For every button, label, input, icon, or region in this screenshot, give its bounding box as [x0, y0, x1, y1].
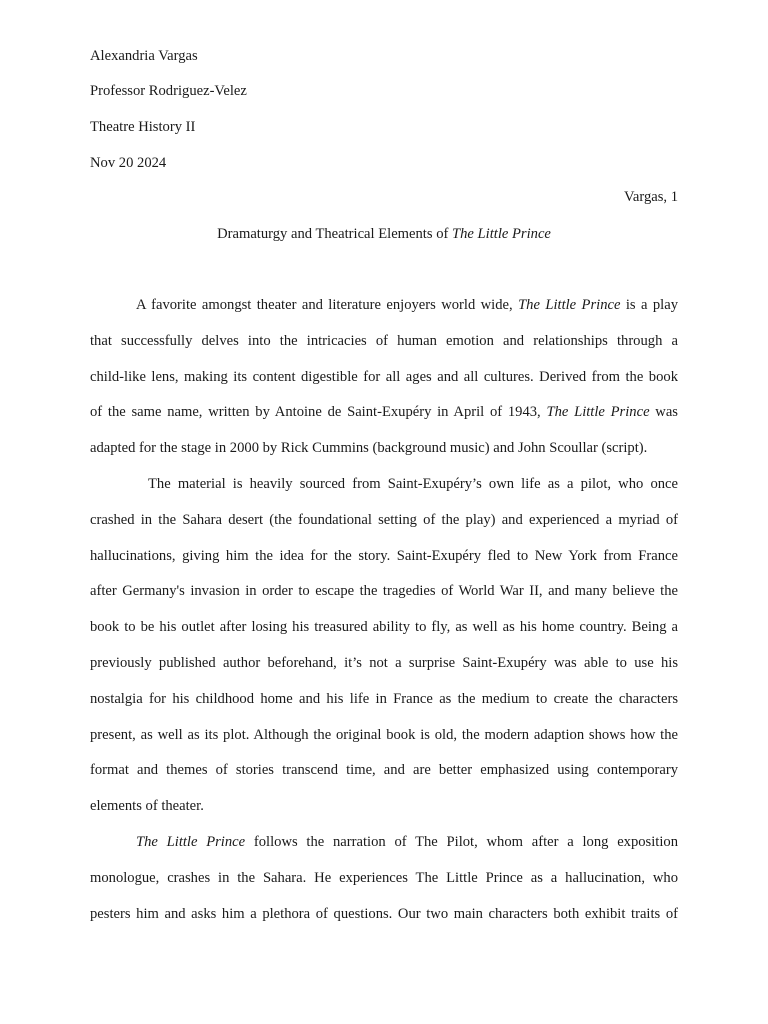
- text-run: that successfully delves into the intricacies of human emotion and relationships through a: [90, 332, 678, 349]
- body-line: [90, 509, 678, 545]
- body-text: [90, 294, 678, 938]
- text-run: crashed in the Sahara desert (the foundational setting of the play) and experienced a myriad of: [90, 511, 678, 528]
- student-name: Alexandria Vargas: [90, 48, 198, 64]
- professor-name: Professor Rodriguez-Velez: [90, 83, 247, 99]
- body-line: [90, 688, 678, 724]
- body-line: [90, 401, 678, 437]
- title-prefix: Dramaturgy and Theatrical Elements of: [217, 226, 452, 242]
- italic-title-run: The Little Prince: [518, 297, 621, 313]
- body-line: [90, 759, 678, 795]
- text-run: adapted for the stage in 2000 by Rick Cummins (background music) and John Scoullar (script).: [90, 440, 648, 457]
- italic-title-run: The Little Prince: [136, 833, 246, 850]
- date: Nov 20 2024: [90, 155, 167, 171]
- body-line: [90, 652, 678, 688]
- body-line: [90, 294, 678, 330]
- title-work: The Little Prince: [452, 226, 551, 242]
- text-run: book to be his outlet after losing his treasured ability to fly, as well as his home country. Being a: [90, 619, 678, 636]
- italic-title-run: The Little Prince: [546, 404, 650, 421]
- body-line: [90, 473, 678, 509]
- body-line: [90, 366, 678, 402]
- page-number: Vargas, 1: [623, 189, 678, 205]
- text-run: pesters him and asks him a plethora of questions. Our two main characters both exhibit traits of: [90, 905, 678, 922]
- course-name: Theatre History II: [90, 119, 196, 135]
- body-line: [90, 437, 678, 473]
- body-line: [90, 580, 678, 616]
- text-run: after Germany's invasion in order to escape the tragedies of World War II, and many believe the: [90, 583, 678, 600]
- text-run: monologue, crashes in the Sahara. He experiences The Little Prince as a hallucination, who: [90, 869, 678, 886]
- paper-title: [90, 224, 678, 244]
- body-line: [90, 867, 678, 903]
- text-run: was: [649, 404, 678, 421]
- text-run: of the same name, written by Antoine de Saint-Exupéry in April of 1943,: [90, 404, 547, 421]
- text-run: is a play: [620, 297, 678, 313]
- text-run: nostalgia for his childhood home and his life in France as the medium to create the characters: [90, 690, 678, 707]
- body-line: [90, 903, 678, 939]
- body-line: [90, 831, 678, 867]
- text-run: A favorite amongst theater and literature enjoyers world wide,: [136, 297, 519, 313]
- body-line: [90, 330, 678, 366]
- document-page: [90, 0, 678, 1024]
- text-run: follows the narration of The Pilot, whom after a long exposition: [245, 833, 678, 850]
- text-run: child-like lens, making its content digestible for all ages and all cultures. Derived from the book: [90, 368, 678, 385]
- text-run: The material is heavily sourced from Saint-Exupéry’s own life as a pilot, who once: [148, 475, 678, 492]
- text-run: elements of theater.: [90, 798, 204, 815]
- text-run: hallucinations, giving him the idea for the story. Saint-Exupéry fled to New York from France: [90, 547, 678, 564]
- body-line: [90, 795, 678, 831]
- body-line: [90, 545, 678, 581]
- text-run: present, as well as its plot. Although the original book is old, the modern adaption shows how the: [90, 726, 678, 743]
- body-line: [90, 724, 678, 760]
- text-run: format and themes of stories transcend time, and are better emphasized using contemporary: [90, 762, 678, 779]
- text-run: previously published author beforehand, it’s not a surprise Saint-Exupéry was able to use his: [90, 654, 678, 671]
- body-line: [90, 616, 678, 652]
